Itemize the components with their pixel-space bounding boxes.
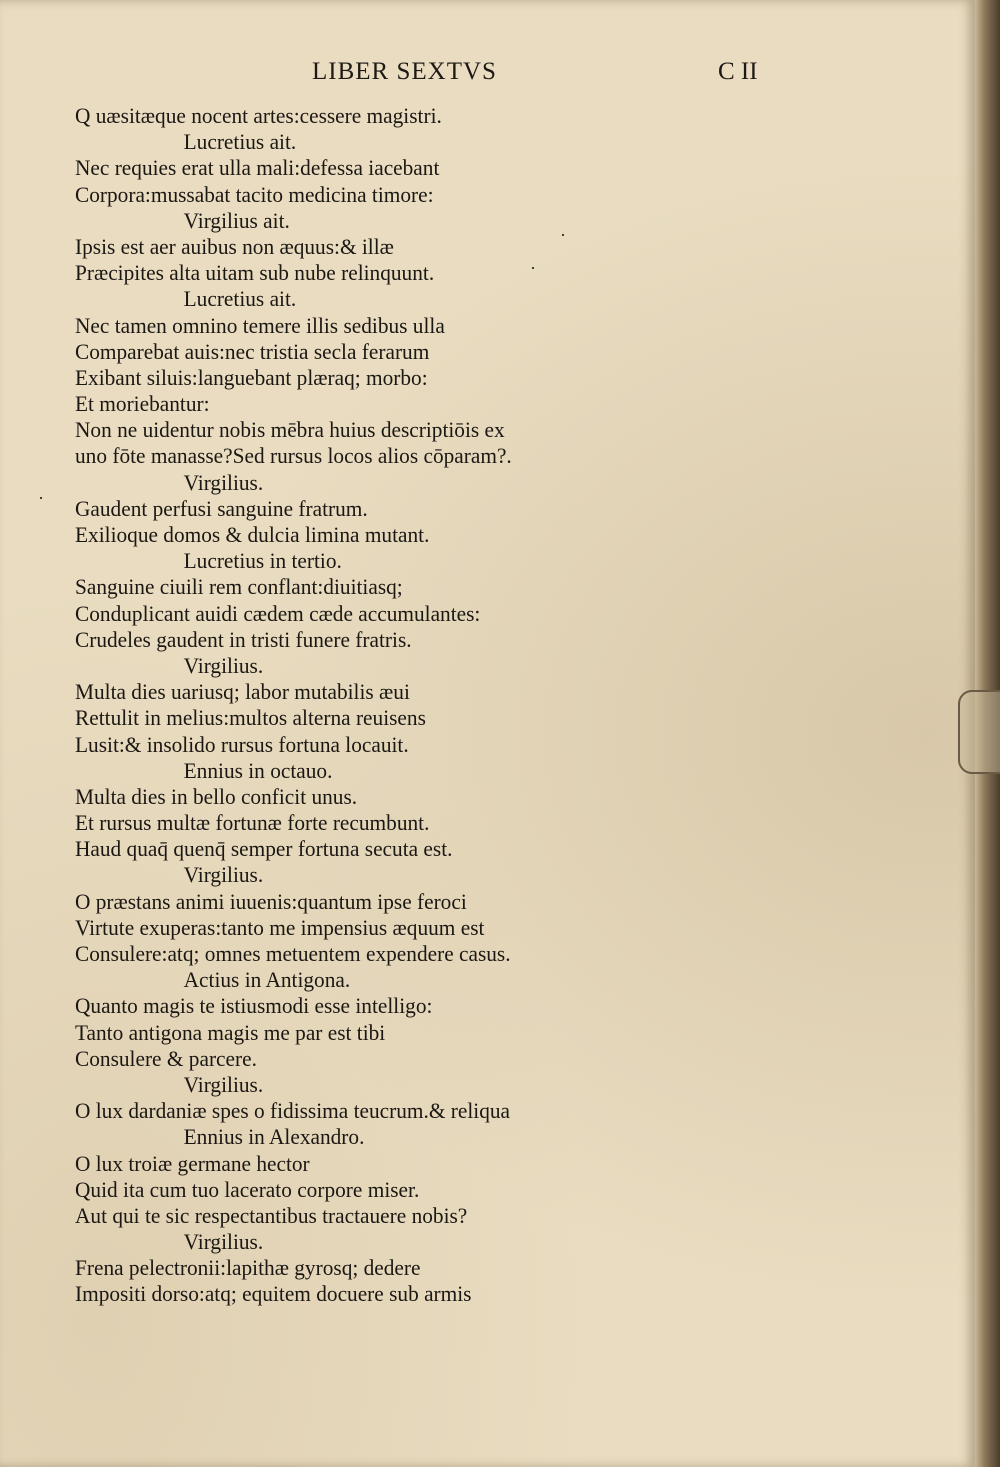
text-line: Ipsis est aer auibus non æquus:& illæ (75, 233, 394, 259)
text-line: O præstans animi iuuenis:quantum ipse feroci (75, 888, 467, 914)
text-line: Nec tamen omnino temere illis sedibus ulla (75, 312, 445, 338)
source-heading: Ennius in Alexandro. (183, 1124, 365, 1150)
source-heading: Virgilius. (183, 469, 264, 495)
text-line: Lusit:& insolido rursus fortuna locauit. (75, 731, 409, 757)
text-line: Frena pelectronii:lapithæ gyrosq; dedere (75, 1255, 421, 1281)
text-line: Et moriebantur: (75, 391, 210, 417)
text-line: Multa dies uariusq; labor mutabilis æui (75, 679, 410, 705)
text-block (75, 103, 575, 1308)
folio-number: C II (718, 58, 758, 85)
text-line: Rettulit in melius:multos alterna reuisens (75, 705, 426, 731)
text-line: Quanto magis te istiusmodi esse intelligo: (75, 993, 433, 1019)
page-tab (958, 690, 1000, 774)
text-line: Haud quaq̄ quenq̄ semper fortuna secuta est. (75, 836, 453, 862)
text-line: Q uæsitæque nocent artes:cessere magistri. (75, 103, 442, 128)
text-line: Consulere:atq; omnes metuentem expendere casus. (75, 941, 511, 966)
text-line: O lux dardaniæ spes o fidissima teucrum.& reliqua (75, 1098, 511, 1124)
text-line: Nec requies erat ulla mali:defessa iacebant (75, 155, 440, 181)
text-line: Corpora:mussabat tacito medicina timore: (75, 181, 434, 207)
source-heading: Lucretius ait. (183, 129, 297, 155)
source-heading: Virgilius. (183, 862, 264, 888)
text-line: uno fōte manasse?Sed rursus locos alios cōparam?. (75, 443, 512, 469)
text-line: Impositi dorso:atq; equitem docuere sub armis (75, 1281, 472, 1307)
text-line: Aut qui te sic respectantibus tractauere nobis? (75, 1202, 468, 1228)
text-line: Sanguine ciuili rem conflant:diuitiasq; (75, 574, 403, 600)
text-line: Exibant siluis:languebant plæraq; morbo: (75, 364, 428, 390)
text-line: Conduplicant auidi cædem cæde accumulantes: (75, 600, 481, 626)
text-line: Virtute exuperas:tanto me impensius æquum est (75, 914, 485, 940)
text-line: Quid ita cum tuo lacerato corpore miser. (75, 1176, 420, 1202)
text-line: O lux troiæ germane hector (75, 1150, 310, 1176)
source-heading: Virgilius ait. (183, 207, 290, 233)
source-heading: Virgilius. (183, 1071, 264, 1097)
page-header (0, 58, 975, 92)
source-heading: Lucretius ait. (183, 286, 297, 312)
text-line: Non ne uidentur nobis mēbra huius descriptiōis ex (75, 417, 505, 443)
source-heading: Virgilius. (183, 1229, 264, 1255)
text-line: Exilioque domos & dulcia limina mutant. (75, 522, 430, 547)
running-title: LIBER SEXTVS (312, 58, 497, 85)
source-heading: Actius in Antigona. (183, 967, 351, 993)
stray-mark: · (38, 488, 44, 508)
stray-mark: · (560, 225, 566, 245)
text-line: Multa dies in bello conficit unus. (75, 783, 358, 809)
text-line: Gaudent perfusi sanguine fratrum. (75, 495, 368, 521)
source-heading: Virgilius. (183, 652, 264, 678)
source-heading: Ennius in octauo. (183, 757, 333, 783)
text-line: Comparebat auis:nec tristia secla ferarum (75, 338, 430, 364)
stray-mark: · (530, 258, 536, 278)
text-line: Præcipites alta uitam sub nube relinquunt. (75, 260, 435, 286)
text-line: Consulere & parcere. (75, 1045, 257, 1071)
text-line: Tanto antigona magis me par est tibi (75, 1019, 386, 1045)
text-line: Et rursus multæ fortunæ forte recumbunt. (75, 810, 430, 836)
text-line: Crudeles gaudent in tristi funere fratris. (75, 626, 412, 652)
source-heading: Lucretius in tertio. (183, 548, 342, 574)
